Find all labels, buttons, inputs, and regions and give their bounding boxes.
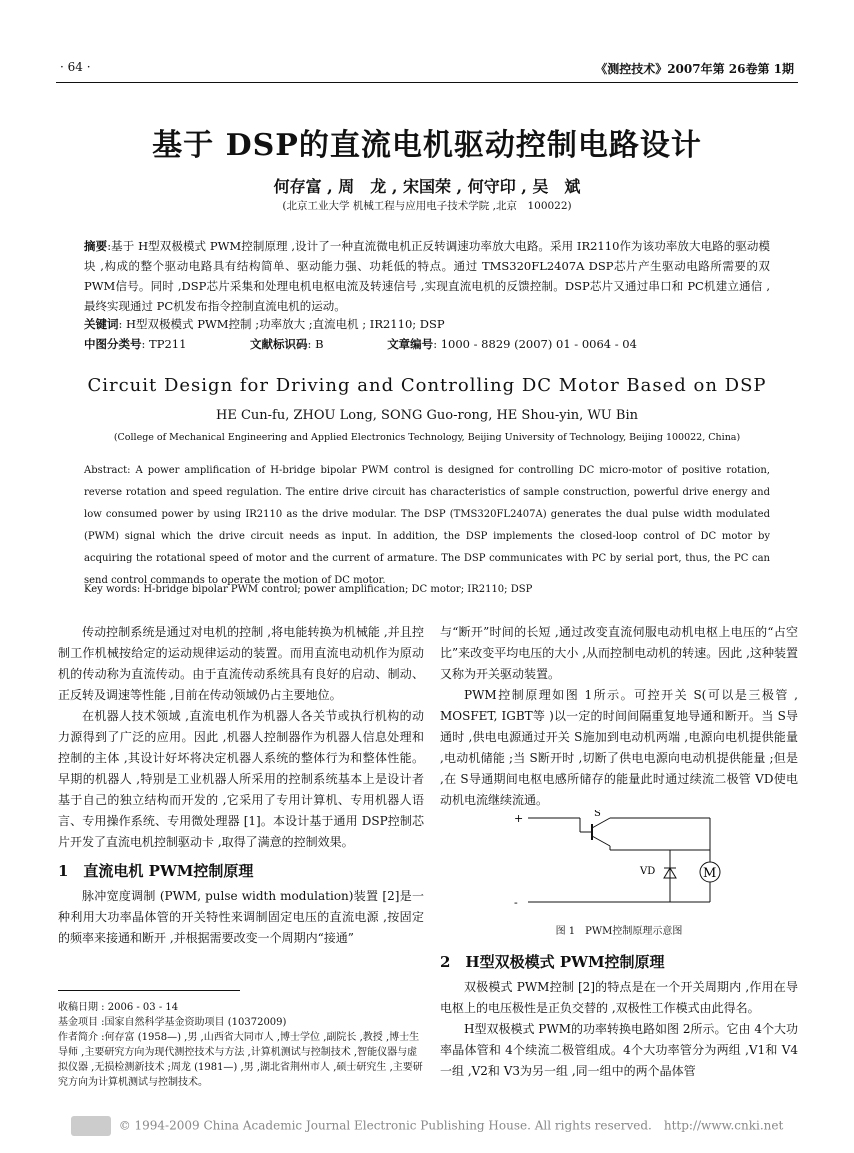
right-column bbox=[440, 622, 798, 811]
clc-value: : TP211 bbox=[141, 337, 187, 351]
author-bio: 作者简介 :何存富 (1958—) ,男 ,山西省大同市人 ,博士学位 ,副院长 ,教授 ,博士生导师 ,主要研究方向为现代测控技术与方法 ,计算机测试与控制技术 ,智能仪器与虚拟仪器 ,无损检测新技术 ;周龙 (1981—) ,男 ,湖北省荆州市人 ,硕士研究生 ,主要研究方向为计算机测试与控制技术。 bbox=[58, 1032, 423, 1088]
fund-note: 基金项目 :国家自然科学基金资助项目 (10372009) bbox=[58, 1017, 287, 1028]
pwm-circuit-figure bbox=[510, 810, 730, 910]
classification-line bbox=[84, 336, 697, 352]
article-number bbox=[387, 337, 667, 351]
journal-header: 《测控技术》2007年第 26卷第 1期 bbox=[595, 62, 794, 76]
art-label: 文章编号 bbox=[387, 337, 434, 351]
switch-emitter bbox=[592, 836, 610, 846]
paper-title: 基于 DSP的直流电机驱动控制电路设计 bbox=[152, 128, 702, 163]
cnki-logo-icon bbox=[71, 1116, 111, 1136]
footnotes bbox=[58, 1000, 424, 1090]
doc-value: : B bbox=[307, 337, 324, 351]
body-paragraph: 传动控制系统是通过对电机的控制 ,将电能转换为机械能 ,并且控制工作机械按给定的运动规律运动的装置。而用直流电动机作为原动机的传动称为直流传动。由于直流传动系统具有良好的启动、制动、正反转及调速等性能 ,目前在传动领域仍占主要地位。 bbox=[58, 625, 424, 702]
figure-caption: 图 1 PWM控制原理示意图 bbox=[555, 926, 683, 937]
doc-label: 文献标识码 bbox=[250, 337, 308, 351]
english-authors: HE Cun-fu, ZHOU Long, SONG Guo-rong, HE Shou-yin, WU Bin bbox=[216, 408, 638, 423]
english-abstract: Abstract: A power amplification of H-bridge bipolar PWM control is designed for controlling DC micro-motor of positive rotation, reverse rotation and speed regulation. The entire drive circuit has characteristics of sample construction, powerful drive energy and low consumed power by using IR2110 as the drive modular. The DSP (TMS320FL2407A) generates the dual pulse width modulated (PWM) signal which the drive circuit needs as input. In addition, the DSP implements the closed-loop control of DC motor by acquiring the rotational speed of motor and the current of armature. The DSP communicates with PC by serial port, thus, the PC can send control commands to operate the motion of DC motor. bbox=[84, 465, 770, 586]
doc-code bbox=[250, 337, 353, 351]
section-heading-1: 1 直流电机 PWM控制原理 bbox=[58, 862, 254, 880]
affiliation: (北京工业大学 机械工程与应用电子技术学院 ,北京 100022) bbox=[282, 200, 572, 212]
clc-code bbox=[84, 337, 216, 351]
switch-collector bbox=[592, 818, 610, 828]
copyright-footer bbox=[0, 1116, 854, 1136]
motor-label: M bbox=[703, 866, 717, 881]
body-paragraph: 脉冲宽度调制 (PWM, pulse width modulation)装置 [2]是一种利用大功率晶体管的开关特性来调制固定电压的直流电源 ,按固定的频率来接通和断开 ,并根据需要改变一个周期内“接通” bbox=[58, 889, 424, 945]
section-heading-2: 2 H型双极模式 PWM控制原理 bbox=[440, 953, 665, 971]
diode-label: VD bbox=[640, 866, 656, 877]
keywords-label: 关键词 bbox=[84, 317, 119, 331]
right-column-lower bbox=[440, 944, 798, 1082]
keywords-cn bbox=[84, 316, 445, 332]
received-date: 收稿日期 : 2006 - 03 - 14 bbox=[58, 1002, 179, 1013]
copyright-text: © 1994-2009 China Academic Journal Electronic Publishing House. All rights reserved. http://www.cnki.net bbox=[118, 1118, 784, 1133]
left-column bbox=[58, 622, 424, 949]
page-number: · 64 · bbox=[60, 60, 91, 74]
body-paragraph: 与“断开”时间的长短 ,通过改变直流伺服电动机电枢上电压的“占空比”来改变平均电压的大小 ,从而控制电动机的转速。因此 ,这种装置又称为开关驱动装置。 bbox=[440, 625, 798, 681]
body-paragraph: H型双极模式 PWM的功率转换电路如图 2所示。它由 4个大功率晶体管和 4个续流二极管组成。4个大功率管分为两组 ,V1和 V4一组 ,V2和 V3为另一组 ,同一组中的两个晶体管 bbox=[440, 1022, 798, 1078]
body-paragraph: 在机器人技术领域 ,直流电机作为机器人各关节或执行机构的动力源得到了广泛的应用。因此 ,机器人控制器作为机器人信息处理和控制的主体 ,其设计好坏将决定机器人系统的整体行为和整体性能。早期的机器人 ,特别是工业机器人所采用的控制系统基本上是设计者基于自己的独立结构而开发的 ,它采用了专用计算机、专用机器人语言、专用操作系统、专用微处理器 [1]。本设计基于通用 DSP控制芯片开发了直流电机控制驱动卡 ,取得了满意的控制效果。 bbox=[58, 709, 424, 849]
abstract-cn bbox=[84, 236, 770, 316]
abstract-text: :基于 H型双极模式 PWM控制原理 ,设计了一种直流微电机正反转调速功率放大电路。采用 IR2110作为该功率放大电路的驱动模块 ,构成的整个驱动电路具有结构简单、驱动能力强、功耗低的特点。通过 TMS320FL2407A DSP芯片产生驱动电路所需要的双 PWM信号。同时 ,DSP芯片采集和处理电机电枢电流及转速信号 ,实现直流电机的反馈控制。DSP芯片又通过串口和 PC机建立通信 ,最终实现通过 PC机发布指令控制直流电机的运动。 bbox=[84, 239, 771, 313]
body-paragraph: 双极模式 PWM控制 [2]的特点是在一个开关周期内 ,作用在导电枢上的电压极性是正负交替的 ,双极性工作模式由此得名。 bbox=[440, 980, 798, 1015]
header-rule bbox=[56, 82, 798, 83]
body-paragraph: PWM控制原理如图 1所示。可控开关 S(可以是三极管 , MOSFET, IGBT等 )以一定的时间间隔重复地导通和断开。当 S导通时 ,供电电源通过开关 S施加到电动机两端 ,电源向电机提供能量 ,电动机储能 ;当 S断开时 ,切断了供电电源向电动机提供能量 ;但是 ,在 S导通期间电枢电感所储存的能量此时通过续流二极管 VD使电动机电流继续流通。 bbox=[440, 688, 798, 807]
footnote-rule bbox=[58, 990, 240, 991]
art-value: : 1000 - 8829 (2007) 01 - 0064 - 04 bbox=[433, 337, 637, 351]
clc-label: 中图分类号 bbox=[84, 337, 142, 351]
english-keywords: Key words: H-bridge bipolar PWM control; power amplification; DC motor; IR2110; DSP bbox=[84, 584, 533, 595]
english-affiliation: (College of Mechanical Engineering and Applied Electronics Technology, Beijing University of Technology, Beijing 100022, China) bbox=[113, 432, 741, 443]
author-list: 何存富 , 周 龙 , 宋国荣 , 何守印 , 吴 斌 bbox=[273, 177, 581, 196]
switch-label: S bbox=[594, 810, 601, 819]
english-title: Circuit Design for Driving and Controlling DC Motor Based on DSP bbox=[87, 375, 767, 396]
abstract-label: 摘要 bbox=[84, 239, 108, 253]
plus-terminal: + bbox=[514, 812, 524, 825]
minus-terminal: - bbox=[514, 896, 518, 909]
keywords-text: : H型双极模式 PWM控制 ;功率放大 ;直流电机 ; IR2110; DSP bbox=[118, 317, 445, 331]
